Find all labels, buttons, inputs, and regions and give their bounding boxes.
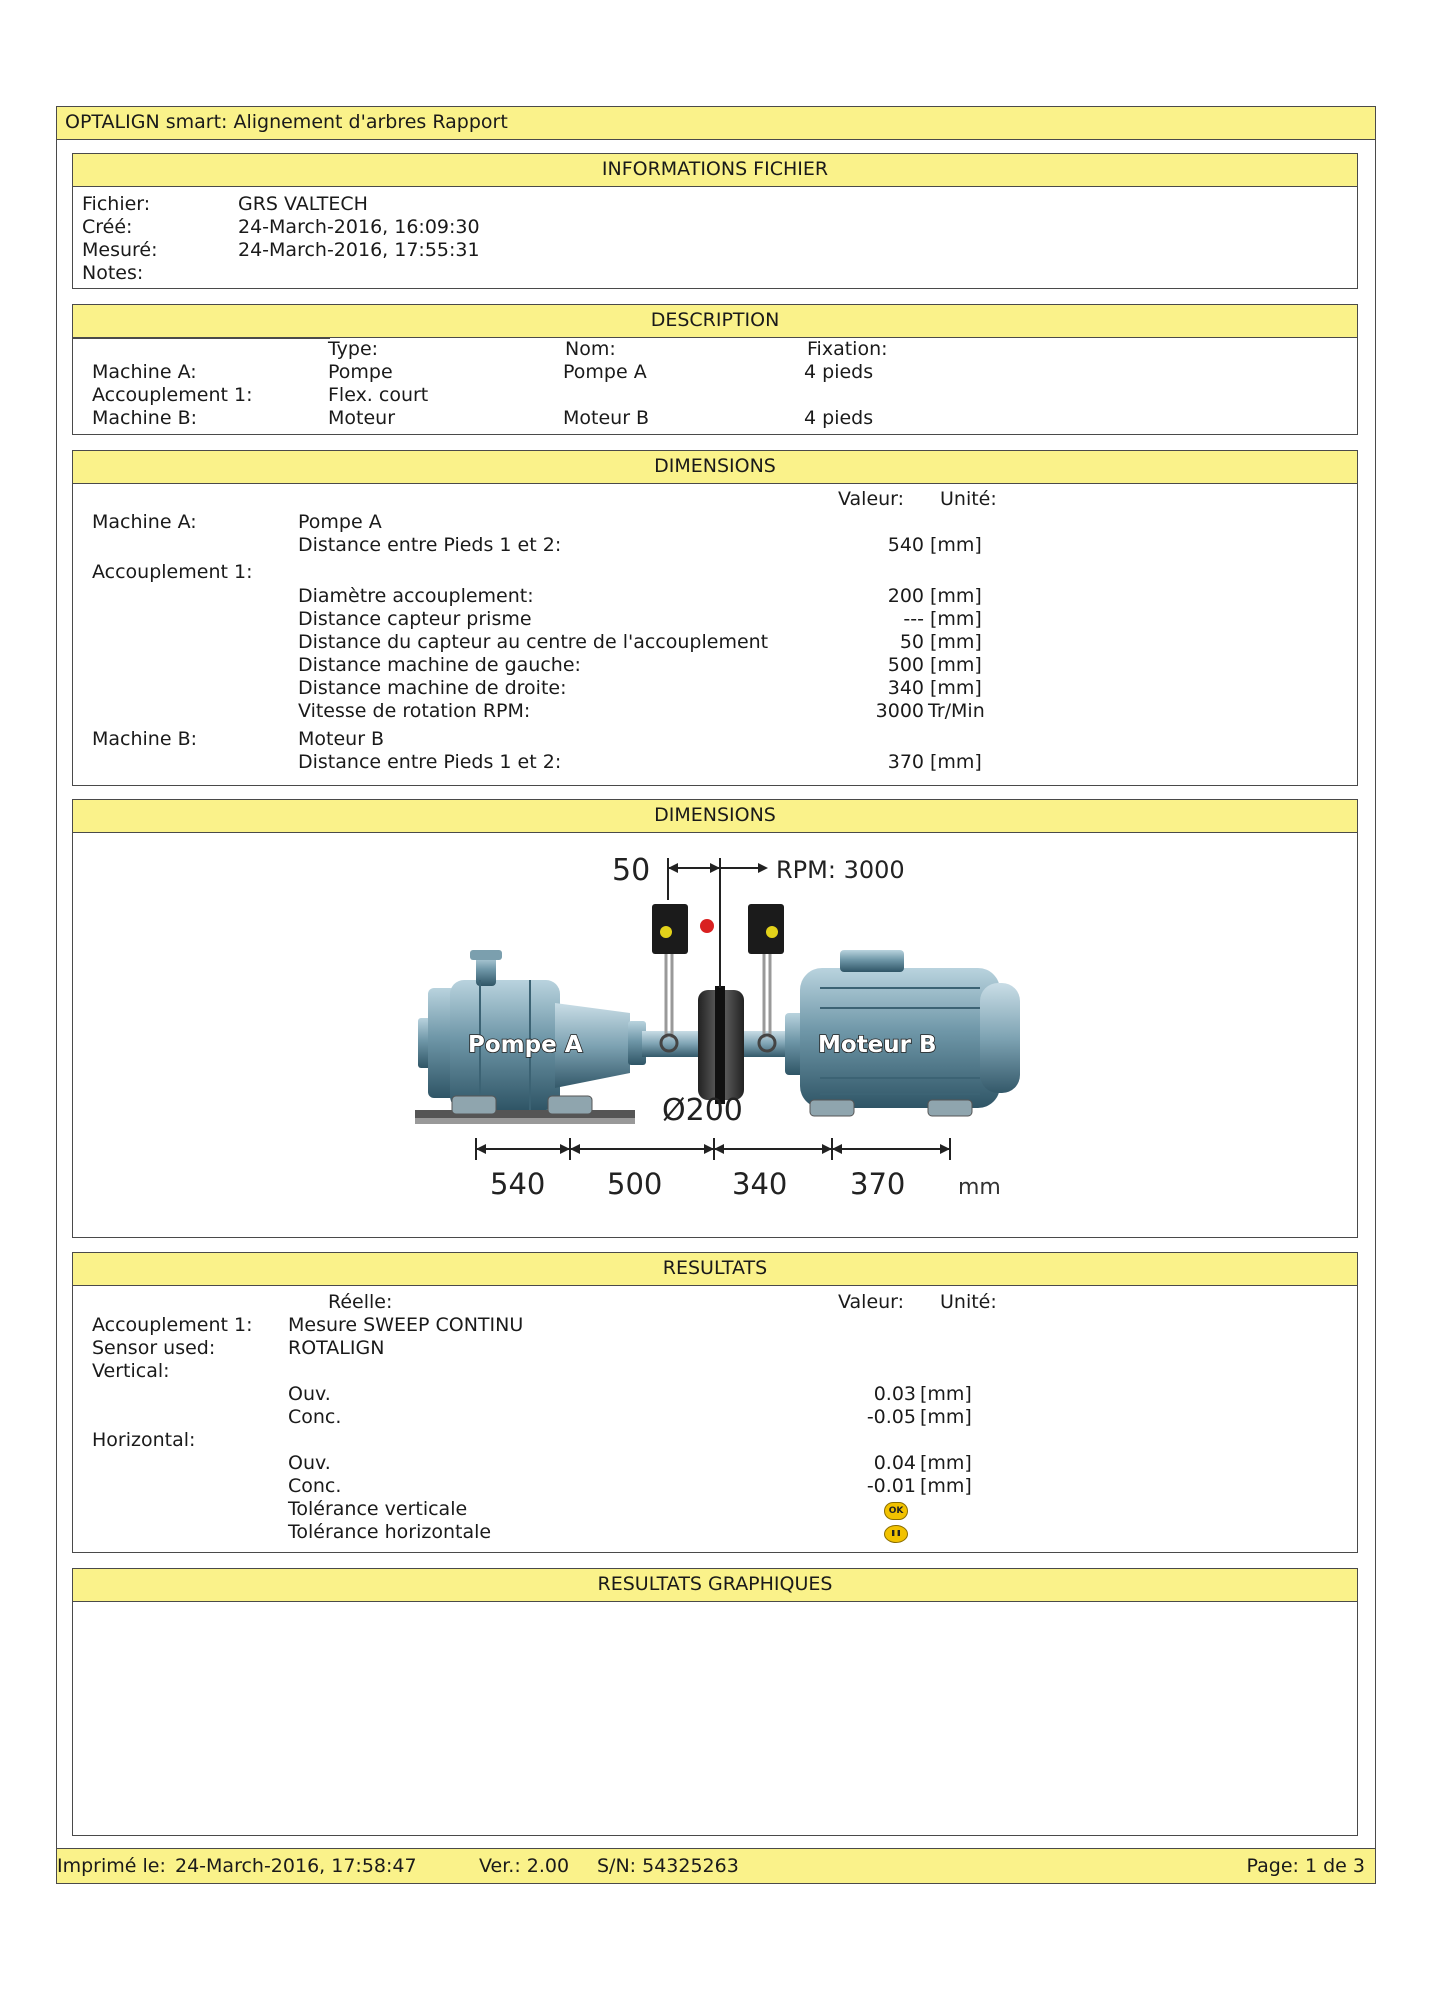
- dim-row-label: Distance machine de droite:: [298, 677, 567, 699]
- dim-row-label: Distance entre Pieds 1 et 2:: [298, 751, 562, 773]
- results-sensor-value: ROTALIGN: [288, 1337, 385, 1359]
- dim-row-value: 3000: [875, 700, 924, 722]
- dim-row-label: Distance capteur prisme: [298, 608, 532, 630]
- dim-row-value: 500: [887, 654, 924, 676]
- dim-row-value: 340: [887, 677, 924, 699]
- results-col-unit: Unité:: [940, 1291, 997, 1313]
- dim-coupling-label: Accouplement 1:: [92, 561, 253, 583]
- description-col-type: Type:: [328, 338, 379, 360]
- desc-row-label: Machine A:: [92, 361, 197, 383]
- diagram-title: DIMENSIONS: [654, 804, 776, 826]
- result-row-label: Ouv.: [288, 1383, 331, 1405]
- dim-row-value: 370: [887, 751, 924, 773]
- dimensions-title: DIMENSIONS: [654, 455, 776, 477]
- file-label: Fichier:: [82, 193, 151, 215]
- serial-label: S/N: 54325263: [597, 1855, 739, 1877]
- description-col-name: Nom:: [565, 338, 616, 360]
- results-sensor-label: Sensor used:: [92, 1337, 216, 1359]
- printed-value: 24-March-2016, 17:58:47: [175, 1855, 417, 1877]
- desc-row-type: Flex. court: [328, 384, 429, 406]
- description-title: DESCRIPTION: [650, 309, 780, 331]
- dim-row-label: Diamètre accouplement:: [298, 585, 534, 607]
- file-value: GRS VALTECH: [238, 193, 368, 215]
- dim-row-value: 540: [887, 534, 924, 556]
- alignment-diagram: [380, 838, 1040, 1218]
- dim-row-unit: [mm]: [930, 608, 982, 630]
- result-row-unit: [mm]: [920, 1475, 972, 1497]
- dim-machine-a-name: Pompe A: [298, 511, 382, 533]
- dim-row-unit: [mm]: [930, 677, 982, 699]
- results-section: [72, 1252, 1358, 1553]
- report-title: OPTALIGN smart: Alignement d'arbres Rapport: [65, 111, 508, 133]
- result-row-label: Ouv.: [288, 1452, 331, 1474]
- results-header: [72, 1252, 1358, 1286]
- dim-row-unit: [mm]: [930, 631, 982, 653]
- page-indicator: Page: 1 de 3: [1246, 1855, 1365, 1877]
- file-info-header: [72, 153, 1358, 187]
- results-vertical-label: Vertical:: [92, 1360, 170, 1382]
- graph-results-section: [72, 1568, 1358, 1836]
- desc-row-type: Pompe: [328, 361, 393, 383]
- result-row-value: -0.05: [866, 1406, 916, 1428]
- dimensions-col-value: Valeur:: [838, 488, 905, 510]
- coupling-graphic: [642, 986, 790, 1104]
- dim-row-label: Distance du capteur au centre de l'accouplement: [298, 631, 769, 653]
- results-horizontal-label: Horizontal:: [92, 1429, 196, 1451]
- pump-a-label: Pompe A: [468, 1032, 583, 1058]
- report-title-bar: [56, 106, 1376, 140]
- desc-row-name: Moteur B: [563, 407, 650, 429]
- results-coupling-label: Accouplement 1:: [92, 1314, 253, 1336]
- diagram-header: [72, 799, 1358, 833]
- dim-machine-b-label: Machine B:: [92, 728, 198, 750]
- result-row-unit: [mm]: [920, 1383, 972, 1405]
- dimensions-section: [72, 450, 1358, 786]
- result-row-label: Conc.: [288, 1475, 342, 1497]
- dimension-lines: [476, 1138, 950, 1160]
- dimensions-header: [72, 450, 1358, 484]
- dim-label-370: 370: [850, 1167, 906, 1201]
- created-value: 24-March-2016, 16:09:30: [238, 216, 480, 238]
- dim-row-unit: [mm]: [930, 534, 982, 556]
- motor-b-label: Moteur B: [818, 1032, 937, 1058]
- dim-row-label: Vitesse de rotation RPM:: [298, 700, 531, 722]
- sensor-right: [748, 904, 784, 954]
- created-label: Créé:: [82, 216, 133, 238]
- pump-a-graphic: [418, 950, 646, 1110]
- result-row-label: Conc.: [288, 1406, 342, 1428]
- measured-value: 24-March-2016, 17:55:31: [238, 239, 480, 261]
- graph-results-title: RESULTATS GRAPHIQUES: [597, 1573, 833, 1595]
- measured-label: Mesuré:: [82, 239, 158, 261]
- result-row-value: 0.04: [873, 1452, 916, 1474]
- version-label: Ver.: 2.00: [479, 1855, 570, 1877]
- dim-label-500: 500: [607, 1167, 663, 1201]
- dim-label-540: 540: [490, 1167, 546, 1201]
- results-title: RESULTATS: [662, 1257, 768, 1279]
- result-row-value: -0.01: [866, 1475, 916, 1497]
- desc-row-label: Accouplement 1:: [92, 384, 253, 406]
- rpm-label: RPM: 3000: [776, 856, 905, 884]
- desc-row-mount: 4 pieds: [804, 407, 874, 429]
- dim-row-label: Distance entre Pieds 1 et 2:: [298, 534, 562, 556]
- results-col-value: Valeur:: [838, 1291, 905, 1313]
- dim-label-340: 340: [732, 1167, 788, 1201]
- ground-hatch: [415, 1110, 635, 1124]
- result-row-unit: [mm]: [920, 1452, 972, 1474]
- sensor-distance-label: 50: [612, 853, 651, 888]
- dim-unit-label: mm: [958, 1175, 1001, 1200]
- description-col-mount: Fixation:: [807, 338, 888, 360]
- dim-row-unit: Tr/Min: [928, 700, 985, 722]
- dim-row-value: 200: [887, 585, 924, 607]
- report-footer: [56, 1848, 1376, 1884]
- description-divider: [72, 337, 330, 339]
- description-header: [72, 304, 1358, 338]
- dim-row-unit: [mm]: [930, 654, 982, 676]
- printed-label: Imprimé le:: [57, 1855, 166, 1877]
- desc-row-name: Pompe A: [563, 361, 647, 383]
- desc-row-label: Machine B:: [92, 407, 198, 429]
- dim-row-value: ---: [903, 608, 924, 630]
- sensor-left: [652, 904, 688, 954]
- dim-row-value: 50: [899, 631, 924, 653]
- dimensions-col-unit: Unité:: [940, 488, 997, 510]
- dim-machine-b-name: Moteur B: [298, 728, 385, 750]
- notes-label: Notes:: [82, 262, 144, 284]
- dim-row-label: Distance machine de gauche:: [298, 654, 581, 676]
- file-info-title: INFORMATIONS FICHIER: [601, 158, 829, 180]
- dim-row-unit: [mm]: [930, 585, 982, 607]
- motor-b-graphic: [785, 950, 1020, 1108]
- coupling-diameter-label: Ø200: [662, 1093, 743, 1128]
- tolerance-horizontal-label: Tolérance horizontale: [288, 1521, 492, 1543]
- result-row-unit: [mm]: [920, 1406, 972, 1428]
- tolerance-vertical-label: Tolérance verticale: [288, 1498, 468, 1520]
- dim-row-unit: [mm]: [930, 751, 982, 773]
- desc-row-type: Moteur: [328, 407, 396, 429]
- result-row-value: 0.03: [873, 1383, 916, 1405]
- laser-beam-icon: [700, 919, 714, 933]
- graph-results-header: [72, 1568, 1358, 1602]
- results-coupling-value: Mesure SWEEP CONTINU: [288, 1314, 524, 1336]
- tolerance-smiley-icon: [884, 1525, 908, 1543]
- desc-row-mount: 4 pieds: [804, 361, 874, 383]
- dim-machine-a-label: Machine A:: [92, 511, 197, 533]
- results-col-real: Réelle:: [328, 1291, 393, 1313]
- tolerance-ok-icon: OK: [884, 1502, 908, 1520]
